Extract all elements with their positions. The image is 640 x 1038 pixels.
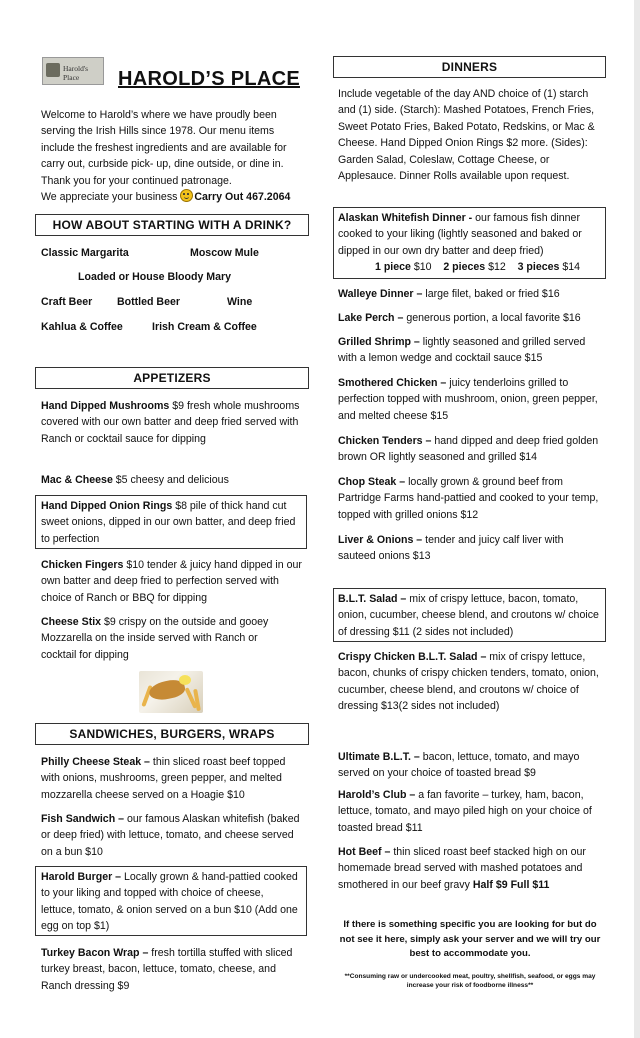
item-name: Hot Beef – (338, 846, 391, 858)
item-desc: tender and juicy calf liver with sauteed onions $13 (338, 534, 564, 563)
item-name: Hand Dipped Mushrooms (41, 400, 170, 412)
item-desc: mix of crispy lettuce, bacon, chunks of crispy chicken tenders, tomato, onion, cucumber, cheese blend, and croutons w/ choice of dressing $13(2 sides not included) (338, 651, 599, 713)
item-desc: $8 pile of thick hand cut sweet onions, dipped in our own batter, and deep fried to perfection (41, 500, 296, 545)
item-desc: hand dipped and deep fried golden brown OR lightly seasoned and grilled $14 (338, 435, 599, 464)
item-desc: our famous fish dinner cooked to your liking (lightly seasoned and baked or dipped in our own dry batter and deep fried) (338, 212, 582, 257)
harolds-logo (42, 57, 104, 85)
foodborne-warning-text: **Consuming raw or undercooked meat, poultry, shellfish, seafood, or eggs may increase your risk of foodborne illness** (344, 973, 596, 990)
item-name: Harold Burger – (41, 871, 122, 883)
item-desc: large filet, baked or fried $16 (422, 288, 560, 300)
fish-and-chips-photo (139, 671, 203, 713)
sandwiches-heading: SANDWICHES, BURGERS, WRAPS (35, 723, 309, 745)
page-edge (634, 0, 640, 1038)
item-desc: mix of crispy lettuce, bacon, tomato, onion, cucumber, cheese blend, and croutons w/ choice of dressing $11 (2 sides not included) (338, 593, 599, 638)
item-desc: Locally grown & hand-pattied cooked to your liking and topped with choice of cheese, lettuce, tomato, & onion served on a bun $10 (Add one egg on top $1) (41, 871, 298, 933)
menu-item (338, 474, 600, 523)
smiley-icon (180, 189, 193, 202)
item-name: Chicken Tenders – (338, 435, 432, 447)
price-label: 3 pieces (517, 261, 560, 274)
item-name: Turkey Bacon Wrap – (41, 947, 149, 959)
page-title: HAROLD’S PLACE (118, 68, 300, 90)
menu-item-hot-beef (338, 844, 600, 893)
menu-item (338, 532, 600, 565)
menu-item (41, 811, 303, 860)
item-name: Ultimate B.L.T. – (338, 751, 420, 763)
welcome-block (41, 107, 303, 205)
drinks-heading: HOW ABOUT STARTING WITH A DRINK? (35, 214, 309, 236)
drink-irish-cream-coffee: Irish Cream & Coffee (152, 321, 257, 333)
menu-item (338, 591, 600, 640)
item-name: Liver & Onions – (338, 534, 423, 546)
item-name: Lake Perch – (338, 312, 404, 324)
item-name: Cheese Stix (41, 616, 102, 628)
item-desc: thin sliced roast beef stacked high on our homemade bread served with mashed potatoes and smothered in our beef gravy (338, 846, 586, 891)
item-desc: bacon, lettuce, tomato, and mayo served on your choice of toasted bread $9 (338, 751, 580, 780)
foodborne-warning (336, 972, 604, 991)
price-half: Half $9 (472, 878, 508, 891)
price-value: $14 (559, 261, 581, 274)
logo-text: Harold's Place (63, 64, 89, 82)
carry-out-phone: Carry Out 467.2064 (194, 191, 291, 204)
server-notice (336, 918, 604, 962)
item-name: Chop Steak – (338, 476, 406, 488)
appreciate-line (41, 189, 303, 205)
price-value: $10 (410, 261, 432, 274)
item-desc: $9 fresh whole mushrooms covered with our own batter and deep fried served with Ranch or cocktail sauce for dipping (41, 400, 300, 445)
item-name: Crispy Chicken B.L.T. Salad – (338, 651, 487, 663)
item-name: Philly Cheese Steak – (41, 756, 150, 768)
menu-item (41, 869, 299, 935)
menu-item-whitefish (338, 210, 600, 276)
drink-bottled-beer: Bottled Beer (117, 296, 180, 308)
price-label: 2 pieces (443, 261, 486, 274)
item-desc: $10 tender & juicy hand dipped in our own batter and deep fried to perfection served with choice of Ranch or BBQ for dipping (41, 559, 302, 604)
item-desc: fresh tortilla stuffed with sliced turkey breast, bacon, lettuce, tomato, cheese, and Ranch dressing $9 (41, 947, 293, 992)
item-name: Chicken Fingers (41, 559, 124, 571)
item-name: Harold’s Club – (338, 789, 416, 801)
menu-item (41, 754, 303, 803)
item-desc: $9 crispy on the outside and gooey Mozzarella on the inside served with Ranch or cocktail for dipping (41, 616, 269, 661)
item-desc: generous portion, a local favorite $16 (403, 312, 581, 324)
menu-item (41, 398, 301, 447)
item-desc: $5 cheesy and delicious (112, 474, 229, 486)
price-full: Full $11 (510, 878, 550, 891)
menu-item (338, 749, 600, 782)
item-desc: thin sliced roast beef topped with onions, mushrooms, green pepper, and melted mozzarella cheese served on a Hoagie $10 (41, 756, 286, 801)
item-name: Grilled Shrimp – (338, 336, 420, 348)
menu-item (338, 649, 600, 715)
dinners-intro (338, 86, 600, 184)
drink-moscow-mule: Moscow Mule (190, 247, 259, 259)
server-notice-text: If there is something specific you are looking for but do not see it here, simply ask your server and we will try our best to accommodate you. (339, 919, 601, 960)
item-desc: our famous Alaskan whitefish (baked or deep fried) with lettuce, tomato, and cheese served on a bun $10 (41, 813, 300, 858)
item-name: Smothered Chicken – (338, 377, 447, 389)
item-name: Mac & Cheese (41, 474, 113, 486)
menu-item (338, 310, 600, 326)
drink-wine: Wine (227, 296, 253, 308)
menu-item (338, 433, 600, 466)
item-name: Fish Sandwich – (41, 813, 125, 825)
dinners-heading: DINNERS (333, 56, 606, 78)
appetizers-heading: APPETIZERS (35, 367, 309, 389)
welcome-text: Welcome to Harold’s where we have proudly been serving the Irish Hills since 1978. Our menu items include the freshest ingredients and are available for carry out, curbside pick- up, dine outside, or dine in. Thank you for your continued patronage. (41, 109, 287, 187)
drink-craft-beer: Craft Beer (41, 296, 93, 308)
menu-item (41, 945, 303, 994)
whitefish-prices (338, 259, 600, 275)
item-desc: locally grown & ground beef from Partridge Farms hand-pattied and cooked to your temp, topped with grilled onions $12 (338, 476, 599, 521)
menu-item (338, 286, 600, 302)
logo-emblem-icon (46, 63, 60, 77)
item-name: Alaskan Whitefish Dinner - (338, 212, 473, 224)
menu-item (338, 334, 600, 367)
menu-item (41, 614, 281, 663)
price-label: 1 piece (375, 261, 411, 274)
dinners-intro-text: Include vegetable of the day AND choice of (1) starch and (1) side. (Starch): Mashed Potatoes, French Fries, Sweet Potato Fries, Baked Potato, Redskins, or Mac & Cheese. Hand Dipped Onion Rings $2 more. (Sides): Garden Salad, Coleslaw, Cottage Cheese, or Applesauce. Dinner Rolls available upon request. (338, 88, 595, 183)
item-desc: lightly seasoned and grilled served with a lemon wedge and cocktail sauce $15 (338, 336, 586, 365)
menu-item (338, 787, 600, 836)
price-value: $12 (485, 261, 506, 274)
item-name: B.L.T. Salad – (338, 593, 407, 605)
drink-kahlua-coffee: Kahlua & Coffee (41, 321, 123, 333)
item-name: Hand Dipped Onion Rings (41, 500, 173, 512)
drink-bloody-mary: Loaded or House Bloody Mary (78, 271, 232, 283)
menu-item (41, 472, 301, 488)
appreciate-text: We appreciate your business (41, 191, 178, 204)
item-name: Walleye Dinner – (338, 288, 423, 300)
menu-item (338, 375, 600, 424)
menu-item (41, 498, 303, 547)
menu-item (41, 557, 303, 606)
item-desc: juicy tenderloins grilled to perfection topped with mushroom, onion, green pepper, and melted cheese $15 (338, 377, 598, 422)
drink-classic-margarita: Classic Margarita (41, 247, 129, 259)
item-desc: a fan favorite – turkey, ham, bacon, lettuce, tomato, and mayo piled high on your choice of toasted bread $11 (338, 789, 592, 834)
